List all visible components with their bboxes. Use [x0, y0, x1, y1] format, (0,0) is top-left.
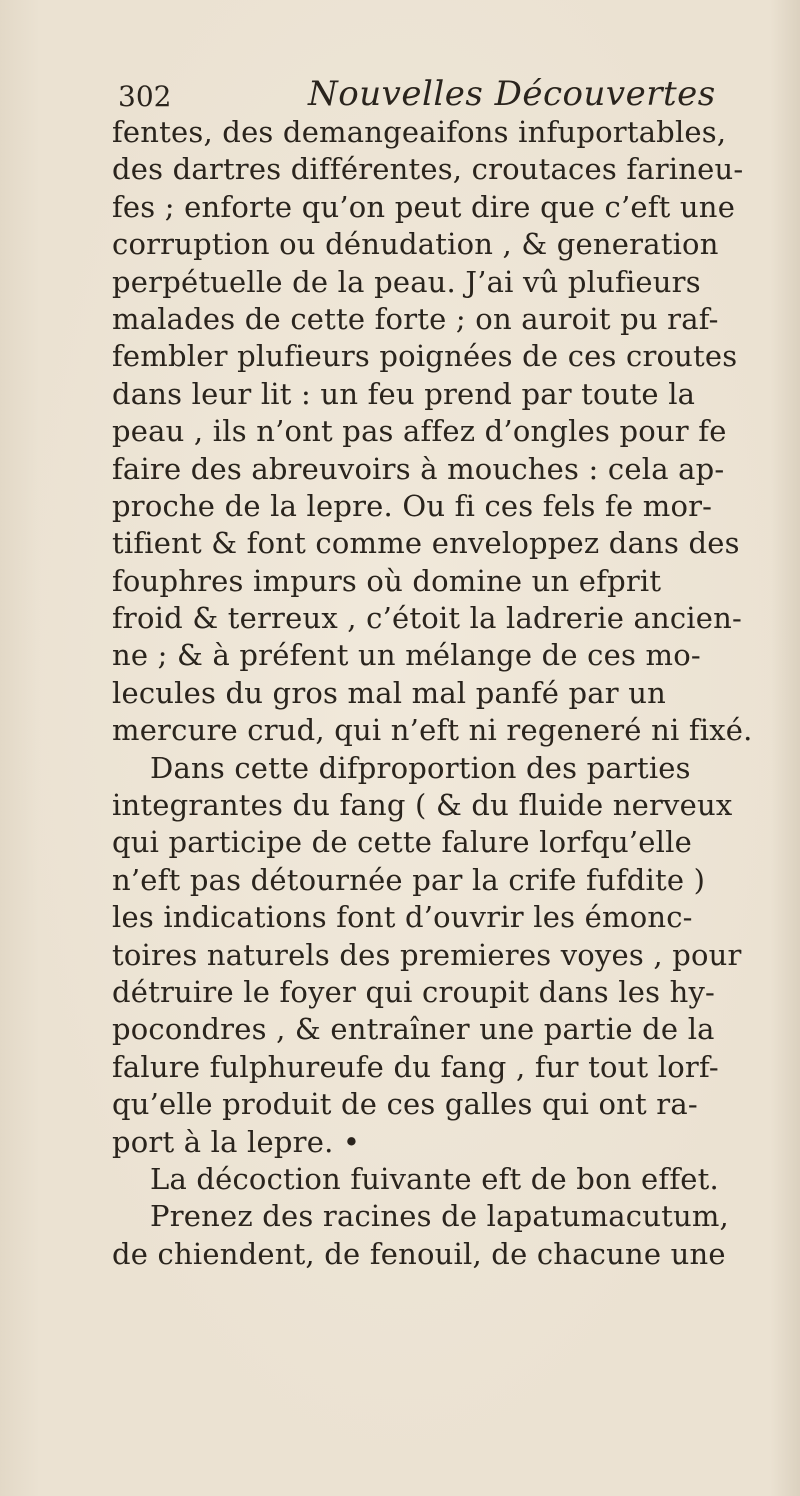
text-line: qu’elle produit de ces galles qui ont ra- [112, 1087, 698, 1122]
text-line: lecules du gros mal mal panfé par un [112, 675, 667, 710]
text-line: fentes, des demangeaifons infuportables, [112, 115, 727, 149]
text-line: qui participe de cette falure lorfqu’elle [112, 825, 692, 860]
running-title: Nouvelles Découvertes [308, 74, 716, 114]
text-line: perpétuelle de la peau. J’ai vû plufieurs [112, 264, 701, 299]
paragraph-start-line: Dans cette difproportion des parties [150, 750, 691, 785]
text-line: fes ; enforte qu’on peut dire que c’eft une [112, 189, 736, 224]
text-line: fouphres impurs où domine un efprit [112, 563, 662, 598]
text-line: fembler plufieurs poignées de ces croutes [112, 339, 738, 374]
text-line: pocondres , & entraîner une partie de la [112, 1012, 715, 1047]
text-line: froid & terreux , c’étoit la ladrerie ancien- [112, 601, 742, 636]
text-line: integrantes du fang ( & du fluide nerveux [112, 788, 733, 823]
text-line: proche de la lepre. Ou fi ces fels fe mor- [112, 488, 713, 523]
paragraph-start-line: La décoction fuivante eft de bon effet. [150, 1161, 719, 1196]
text-line: falure fulphureufe du fang , fur tout lorf- [112, 1049, 719, 1084]
body-text [112, 114, 792, 1273]
page-header [118, 74, 758, 118]
text-line: de chiendent, de fenouil, de chacune une [112, 1236, 726, 1271]
text-line: tifient & font comme enveloppez dans des [112, 526, 740, 561]
text-line: toires naturels des premieres voyes , pour [112, 937, 742, 972]
text-line: corruption ou dénudation , & generation [112, 227, 719, 262]
text-line: malades de cette forte ; on auroit pu raf- [112, 301, 719, 336]
text-line: faire des abreuvoirs à mouches : cela ap- [112, 451, 725, 486]
text-line: des dartres différentes, croutaces farineu- [112, 152, 744, 187]
text-line: mercure crud, qui n’eft ni regeneré ni fixé. [112, 713, 753, 748]
text-line: n’eft pas détournée par la crife fufdite ) [112, 862, 706, 897]
text-line: port à la lepre. • [112, 1124, 361, 1159]
text-line: détruire le foyer qui croupit dans les hy- [112, 974, 716, 1009]
text-line: dans leur lit : un feu prend par toute la [112, 376, 696, 411]
paragraph-start-line: Prenez des racines de lapatumacutum, [150, 1199, 729, 1234]
text-line: peau , ils n’ont pas affez d’ongles pour fe [112, 414, 727, 449]
text-line: les indications font d’ouvrir les émonc- [112, 900, 693, 935]
text-line: ne ; & à préfent un mélange de ces mo- [112, 638, 701, 673]
page-number: 302 [118, 80, 172, 113]
